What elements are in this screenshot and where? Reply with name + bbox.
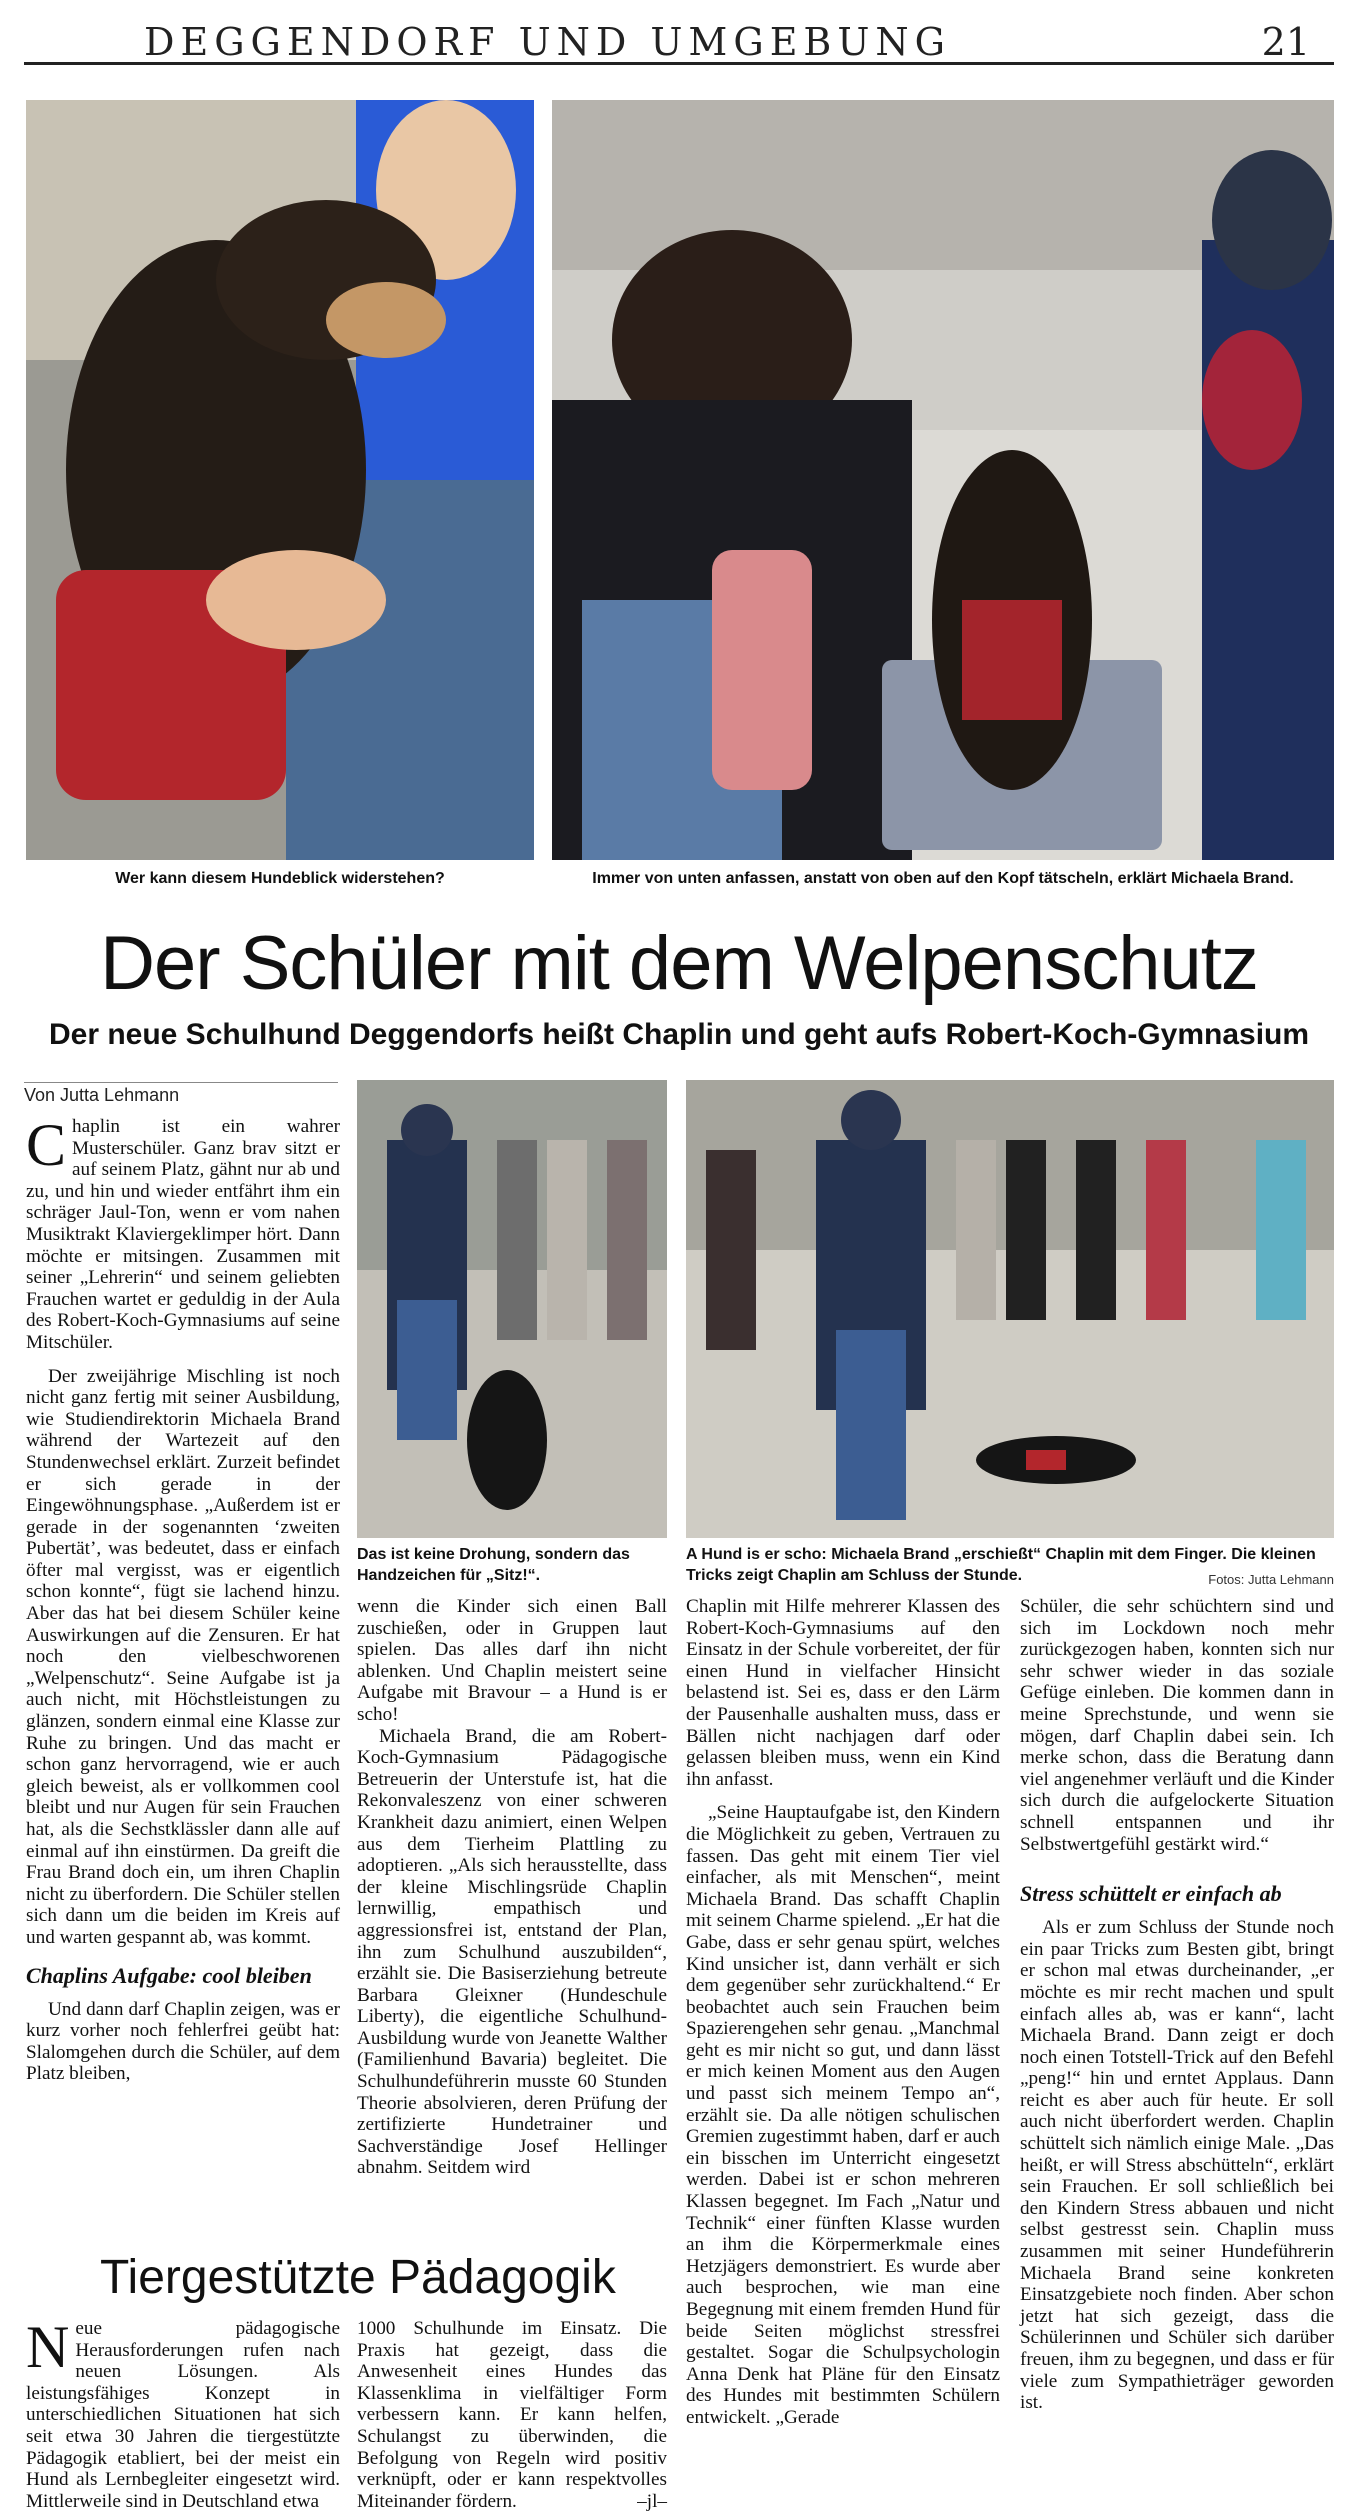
sidebar-column-2 <box>357 2318 667 2512</box>
subheading: Chaplins Aufgabe: cool bleiben <box>26 1962 312 1988</box>
page-header <box>24 10 1334 65</box>
photo-hand-under-chin <box>552 100 1334 860</box>
article-column-4 <box>1020 1596 1334 2414</box>
photo-caption-2: Immer von unten anfassen, anstatt von oben auf den Kopf tätscheln, erklärt Michaela Brand. <box>592 870 1294 887</box>
paragraph: „Seine Hauptaufgabe ist, den Kindern die Möglichkeit zu geben, Vertrauen zu fassen. Das geht mit einem Tier viel einfacher, als mit Menschen“, meint Michaela Brand. Das schafft Chaplin mit seinem Charme spielend. „Er hat die Gabe, dass er sehr genau spürt, welches Kind unsicher ist, dann verhält er sich dem gegenüber sehr zurückhaltend.“ Er beobachtet auch sein Frauchen beim Spazierengehen sehr genau. „Manchmal geht es mir nicht so gut, und dann lässt er mich keinen Moment aus den Augen und passt sich meinem Tempo an“, erzählt sie. Da alle nötigen schulischen Gremien zugestimmt haben, darf er auch ein bisschen im Unterricht eingesetzt werden. Dabei ist er schon mehreren Klassen begegnet. Im Fach „Natur und Technik“ einer fünften Klasse wurden an ihm die Körpermerkmale eines Hetzjägers demonstriert. Es wurde aber auch besprochen, wie man eine Begegnung mit einem fremden Hund für beide Seiten möglichst stressfrei gestaltet. Sogar die Schulpsychologin Anna Denk hat Pläne für den Einsatz des Hundes mit bestimmten Schülern entwickelt. „Gerade <box>686 1802 1000 2428</box>
sidebar-column-1 <box>26 2314 340 2512</box>
paragraph: 1000 Schulhunde im Einsatz. Die Praxis hat gezeigt, dass die Anwesenheit eines Hundes das Klassenklima in vielfältiger Form verbessern kann. Er kann helfen, Schulangst zu überwinden, die Befolgung von Regeln wird positiv verknüpft, oder er kann respektvolles Miteinander fördern. <box>357 2318 667 2512</box>
paragraph: eue pädagogische Herausforderungen rufen nach neuen Lösungen. Als leistungsfähiges Konzept in unterschiedlichen Situationen hat sich seit etwa 30 Jahren die tiergestützte Pädagogik etabliert, bei der meist ein Hund als Lernbegleiter eingesetzt wird. Mittlerweile sind in Deutschland etwa <box>26 2318 340 2512</box>
article-column-1 <box>26 1112 340 2085</box>
photo-caption-1: Wer kann diesem Hundeblick widerstehen? <box>115 870 445 887</box>
author-signature: –jl– <box>637 2490 667 2512</box>
photo-dog-looking-up <box>26 100 534 860</box>
paragraph: haplin ist ein wahrer Musterschüler. Ganz brav sitzt er auf seinem Platz, gähnt nur ab und zu, und hin und wieder entfährt ihm ein schräger Jaul-Ton, wenn er vom nahen Musiktrakt Klaviergeklimper hört. Dann möchte er mitsingen. Zusammen mit seiner „Lehrerin“ und seinem geliebten Frauchen wartet er geduldig in der Aula des Robert-Koch-Gymnasiums auf seine Mitschüler. <box>26 1116 340 1353</box>
dog-photo-illustration <box>552 100 1334 860</box>
dog-photo-illustration <box>26 100 534 860</box>
photo-caption-4: A Hund is er scho: Michaela Brand „erschießt“ Chaplin mit dem Finger. Die kleinen Tricks zeigt Chaplin am Schluss der Stunde. <box>686 1546 1316 1584</box>
photo-credit: Fotos: Jutta Lehmann <box>1208 1572 1334 1587</box>
paragraph: Als er zum Schluss der Stunde noch ein paar Tricks zum Besten gibt, bringt er schon mal etwas durcheinander, „er möchte es mir recht machen und spult einfach alles ab, was er kann“, lacht Michaela Brand. Dann zeigt er doch noch einen Totstell-Trick auf den Befehl „peng!“ hin und erntet Applaus. Dann reicht es aber auch für heute. Er soll auch nicht überfordert werden. Chaplin schüttelt sich nämlich einige Male. „Das heißt, er will Stress abschütteln“, erklärt sein Frauchen. Er soll schließlich bei den Kindern Stress abbauen und nicht selbst gestresst sein. Chaplin muss zusammen mit seiner Hundeführerin Michaela Brand seine konkreten Einsatzgebiete noch finden. Aber schon jetzt hat sich gezeigt, dass die Schülerinnen und Schüler sich darüber freuen, ihm zu begegnen, und dass er für viele zum Sympathieträger geworden ist. <box>1020 1917 1334 2414</box>
dog-photo-illustration <box>357 1080 667 1538</box>
article-subheadline: Der neue Schulhund Deggendorfs heißt Chaplin und geht aufs Robert-Koch-Gymnasium <box>48 1018 1310 1051</box>
byline-rule <box>24 1082 338 1083</box>
dog-photo-illustration <box>686 1080 1334 1538</box>
page-number: 21 <box>1261 20 1310 64</box>
drop-cap: N <box>26 2314 70 2380</box>
paragraph: Michaela Brand, die am Robert-Koch-Gymnasium Pädagogische Betreuerin der Unterstufe ist, hat die Rekonvaleszenz von einer schweren Krankheit dazu animiert, einen Welpen aus dem Tierheim Plattling zu adoptieren. „Als sich herausstellte, dass der kleine Mischlingsrüde Chaplin lernwillig, empathisch und aggressionsfrei ist, entstand der Plan, ihn zum Schulhund auszubilden“, erzählt sie. Die Basiserziehung betreute Barbara Gleixner (Hundeschule Liberty), die eigentliche Schulhund-Ausbildung wurde von Jeanette Walther (Familienhund Bavaria) begleitet. Die Schulhundeführerin musste 60 Stunden Theorie absolvieren, deren Prüfung der zertifizierte Hundetrainer und Sachverständige Josef Hellinger abnahm. Seitdem wird <box>357 1725 667 2179</box>
drop-cap: C <box>26 1112 67 1178</box>
paragraph: wenn die Kinder sich einen Ball zuschießen, oder in Gruppen laut spielen. Das alles darf ihn nicht ablenken. Und Chaplin meistert seine Aufgabe mit Bravour – a Hund is er scho! <box>357 1596 667 1725</box>
paragraph: Der zweijährige Mischling ist noch nicht ganz fertig mit seiner Ausbildung, wie Studiendirektorin Michaela Brand während der Wartezeit auf den Stundenwechsel erklärt. Zurzeit befindet er sich gerade in der Eingewöhnungsphase. „Außerdem ist er gerade in der sogenannten ‘zweiten Pubertät’, was bedeutet, dass er einfach öfter mal vergisst, was er eigentlich schon konnte“, fügt sie lachend hinzu. Aber das hat bei diesem Schüler keine Auswirkungen auf die Zensuren. Er hat noch den vielbeschworenen „Welpenschutz“. Seine Aufgabe ist ja auch nicht, mit Höchstleistungen zu glänzen, sondern einmal eine Klasse zur Ruhe zu bringen. Und das macht er schon ganz hervorragend, wie er auch gleich beweist, als er vollkommen cool bleibt und nur Augen für sein Frauchen hat, als die Sechstklässler dann alle auf einmal auf ihn einstürmen. Da greift die Frau Brand doch ein, um ihren Chaplin nicht zu überfordern. Die Schüler stellen sich dann um die beiden im Kreis auf und warten gespannt ab, was kommt. <box>26 1365 340 1948</box>
photo-caption-3: Das ist keine Drohung, sondern das Handzeichen für „Sitz!“. <box>357 1546 630 1584</box>
sidebar-headline: Tiergestützte Pädagogik <box>100 2251 616 2304</box>
section-title: DEGGENDORF UND UMGEBUNG <box>144 20 951 64</box>
paragraph: Schüler, die sehr schüchtern sind und sich im Lockdown noch mehr zurückgezogen haben, konnten sich nur sehr schwer wieder in das soziale Gefüge einleben. Die kommen dann in meine Sprechstunde, und wenn sie mögen, darf Chaplin dabei sein. Ich merke schon, dass die Beratung dann viel angenehmer verläuft und die Kinder sich durch die aufgelockerte Situation schnell entspannen und ihr Selbstwertgefühl gestärkt wird.“ <box>1020 1596 1334 1855</box>
article-column-3 <box>686 1596 1000 2429</box>
subheading: Stress schüttelt er einfach ab <box>1020 1881 1282 1907</box>
paragraph: Chaplin mit Hilfe mehrerer Klassen des Robert-Koch-Gymnasiums auf den Einsatz in der Schule vorbereitet, der für einen Hund in vielfacher Hinsicht belastend ist. Sei es, dass er den Lärm der Pausenhalle aushalten muss, dass er Bällen nicht nachjagen darf oder gelassen bleiben muss, wenn ein Kind ihn anfasst. <box>686 1596 1000 1790</box>
photo-hand-signal-sit <box>357 1080 667 1538</box>
article-column-2 <box>357 1596 667 2179</box>
byline: Von Jutta Lehmann <box>24 1085 180 1105</box>
paragraph: Und dann darf Chaplin zeigen, was er kurz vorher noch fehlerfrei geübt hat: Slalomgehen durch die Schüler, auf dem Platz bleiben, <box>26 1998 340 2085</box>
photo-dog-playing-dead <box>686 1080 1334 1538</box>
article-headline: Der Schüler mit dem Welpenschutz <box>100 921 1258 1006</box>
